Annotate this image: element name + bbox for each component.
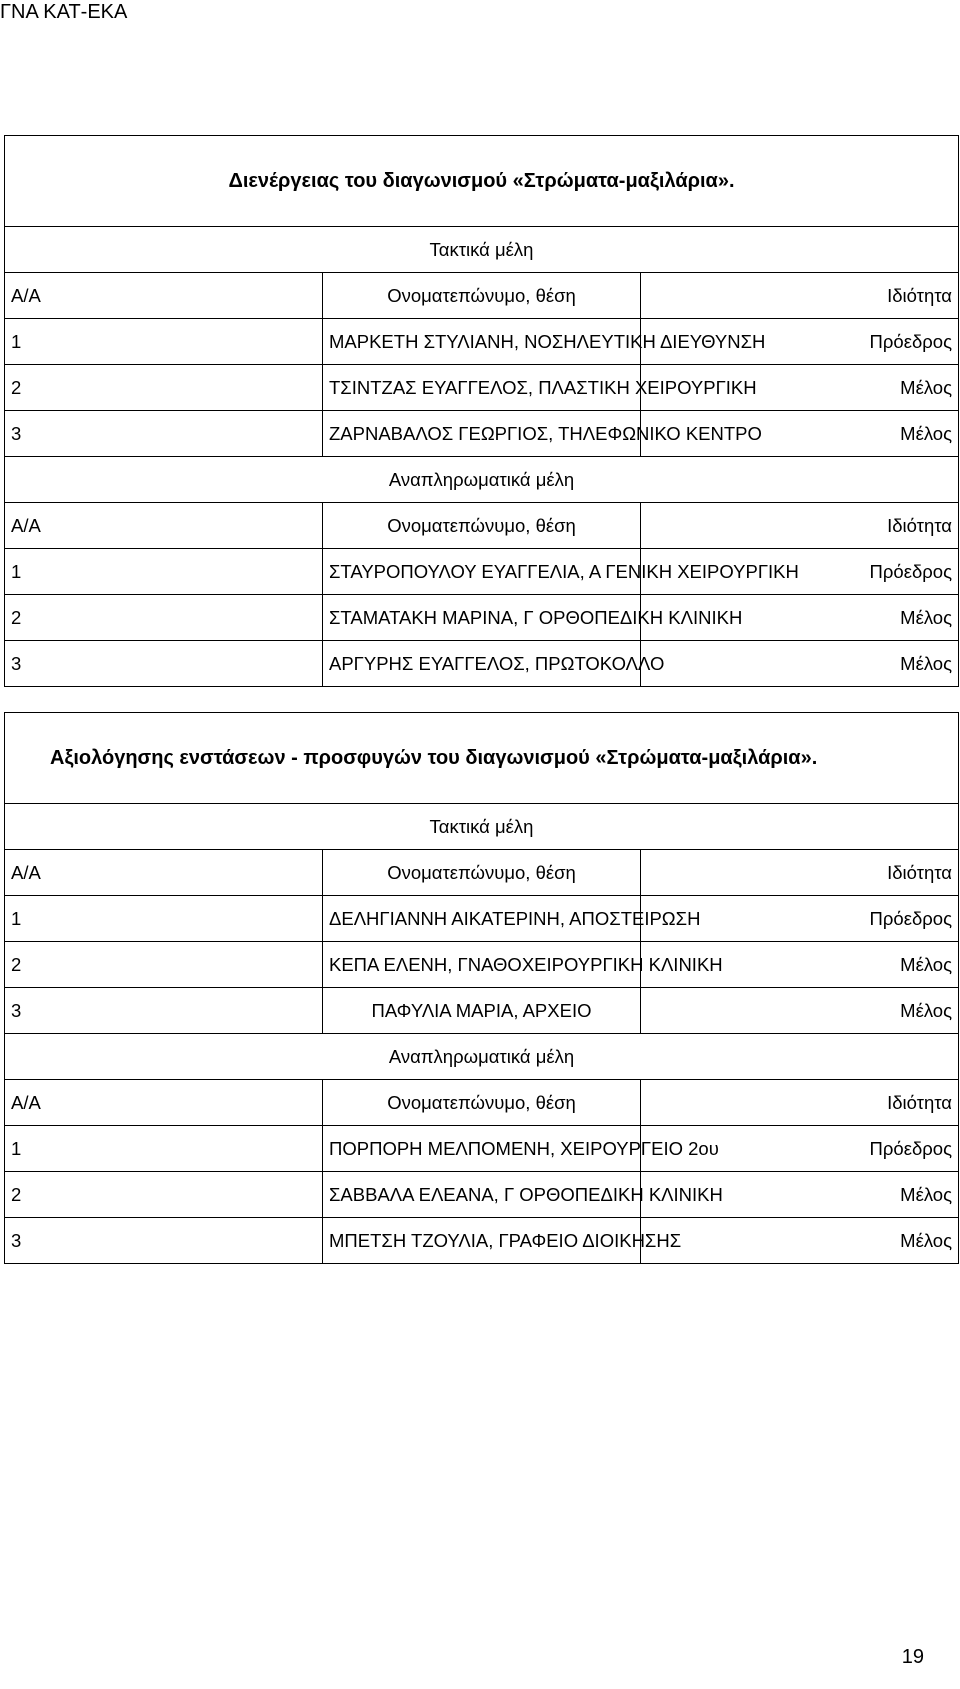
table-row <box>5 988 959 1034</box>
subheading-row <box>5 227 959 273</box>
row-number: 1 <box>5 896 323 942</box>
member-role: Μέλος <box>641 641 959 687</box>
member-name: ΤΣΙΝΤΖΑΣ ΕΥΑΓΓΕΛΟΣ, ΠΛΑΣΤΙΚΗ ΧΕΙΡΟΥΡΓΙΚΗ <box>323 365 641 411</box>
member-name: ΣΤΑΜΑΤΑΚΗ ΜΑΡΙΝΑ, Γ ΟΡΘΟΠΕΔΙΚΗ ΚΛΙΝΙΚΗ <box>323 595 641 641</box>
row-number: 2 <box>5 365 323 411</box>
table-row <box>5 896 959 942</box>
member-name: ΜΠΕΤΣΗ ΤΖΟΥΛΙΑ, ΓΡΑΦΕΙΟ ΔΙΟΙΚΗΣΗΣ <box>323 1218 641 1264</box>
column-header-no: Α/Α <box>5 273 323 319</box>
table-row <box>5 1172 959 1218</box>
table-row <box>5 365 959 411</box>
member-name: ΣΤΑΥΡΟΠΟΥΛΟΥ ΕΥΑΓΓΕΛΙΑ, Α ΓΕΝΙΚΗ ΧΕΙΡΟΥΡΓΙΚΗ <box>323 549 641 595</box>
table-row <box>5 549 959 595</box>
table-row <box>5 1126 959 1172</box>
column-header-no: Α/Α <box>5 850 323 896</box>
table-row <box>5 319 959 365</box>
row-number: 2 <box>5 942 323 988</box>
member-role: Μέλος <box>641 942 959 988</box>
member-name: ΠΑΦΥΛΙΑ ΜΑΡΙΑ, ΑΡΧΕΙΟ <box>323 988 641 1034</box>
subheading-row <box>5 1034 959 1080</box>
member-role: Μέλος <box>641 595 959 641</box>
member-name: ΚΕΠΑ ΕΛΕΝΗ, ΓΝΑΘΟΧΕΙΡΟΥΡΓΙΚΗ ΚΛΙΝΙΚΗ <box>323 942 641 988</box>
table-row <box>5 942 959 988</box>
page-number: 19 <box>901 1646 924 1668</box>
column-header-row <box>5 273 959 319</box>
subheading-row <box>5 804 959 850</box>
row-number: 2 <box>5 1172 323 1218</box>
member-role: Μέλος <box>641 1172 959 1218</box>
alternate-members-label: Αναπληρωματικά μέλη <box>5 457 959 503</box>
alternate-members-label: Αναπληρωματικά μέλη <box>5 1034 959 1080</box>
member-name: ΑΡΓΥΡΗΣ ΕΥΑΓΓΕΛΟΣ, ΠΡΩΤΟΚΟΛΛΟ <box>323 641 641 687</box>
column-header-role: Ιδιότητα <box>641 850 959 896</box>
regular-members-label: Τακτικά μέλη <box>5 804 959 850</box>
table-row <box>5 641 959 687</box>
column-header-name: Ονοματεπώνυμο, θέση <box>323 503 641 549</box>
column-header-name: Ονοματεπώνυμο, θέση <box>323 1080 641 1126</box>
row-number: 3 <box>5 411 323 457</box>
member-name: ΠΟΡΠΟΡΗ ΜΕΛΠΟΜΕΝΗ, ΧΕΙΡΟΥΡΓΕΙΟ 2ου <box>323 1126 641 1172</box>
document-header: ΓΝΑ ΚΑΤ-ΕΚΑ <box>0 1 128 23</box>
member-role: Πρόεδρος <box>641 549 959 595</box>
section-title: Διενέργειας του διαγωνισμού «Στρώματα-μαξιλάρια». <box>5 136 959 227</box>
member-name: ΜΑΡΚΕΤΗ ΣΤΥΛΙΑΝΗ, ΝΟΣΗΛΕΥΤΙΚΗ ΔΙΕΥΘΥΝΣΗ <box>323 319 641 365</box>
member-name: ΖΑΡΝΑΒΑΛΟΣ ΓΕΩΡΓΙΟΣ, ΤΗΛΕΦΩΝΙΚΟ ΚΕΝΤΡΟ <box>323 411 641 457</box>
member-name: ΔΕΛΗΓΙΑΝΝΗ ΑΙΚΑΤΕΡΙΝΗ, ΑΠΟΣΤΕΙΡΩΣΗ <box>323 896 641 942</box>
committee-table-2 <box>4 712 959 1264</box>
table-row <box>5 595 959 641</box>
regular-members-label: Τακτικά μέλη <box>5 227 959 273</box>
member-name: ΣΑΒΒΑΛΑ ΕΛΕΑΝΑ, Γ ΟΡΘΟΠΕΔΙΚΗ ΚΛΙΝΙΚΗ <box>323 1172 641 1218</box>
row-number: 1 <box>5 549 323 595</box>
subheading-row <box>5 457 959 503</box>
committee-table-1 <box>4 135 959 687</box>
row-number: 3 <box>5 988 323 1034</box>
member-role: Πρόεδρος <box>641 896 959 942</box>
member-role: Μέλος <box>641 411 959 457</box>
member-role: Μέλος <box>641 365 959 411</box>
column-header-no: Α/Α <box>5 1080 323 1126</box>
column-header-name: Ονοματεπώνυμο, θέση <box>323 850 641 896</box>
row-number: 1 <box>5 1126 323 1172</box>
table-row <box>5 411 959 457</box>
table-row <box>5 1218 959 1264</box>
column-header-no: Α/Α <box>5 503 323 549</box>
column-header-role: Ιδιότητα <box>641 273 959 319</box>
section-title-row <box>5 136 959 227</box>
column-header-row <box>5 1080 959 1126</box>
row-number: 3 <box>5 641 323 687</box>
member-role: Πρόεδρος <box>641 319 959 365</box>
row-number: 3 <box>5 1218 323 1264</box>
row-number: 2 <box>5 595 323 641</box>
column-header-row <box>5 503 959 549</box>
member-role: Μέλος <box>641 1218 959 1264</box>
column-header-role: Ιδιότητα <box>641 1080 959 1126</box>
section-title: Αξιολόγησης ενστάσεων - προσφυγών του διαγωνισμού «Στρώματα-μαξιλάρια». <box>5 713 959 804</box>
member-role: Μέλος <box>641 988 959 1034</box>
row-number: 1 <box>5 319 323 365</box>
section-title-row <box>5 713 959 804</box>
column-header-row <box>5 850 959 896</box>
column-header-role: Ιδιότητα <box>641 503 959 549</box>
member-role: Πρόεδρος <box>641 1126 959 1172</box>
column-header-name: Ονοματεπώνυμο, θέση <box>323 273 641 319</box>
